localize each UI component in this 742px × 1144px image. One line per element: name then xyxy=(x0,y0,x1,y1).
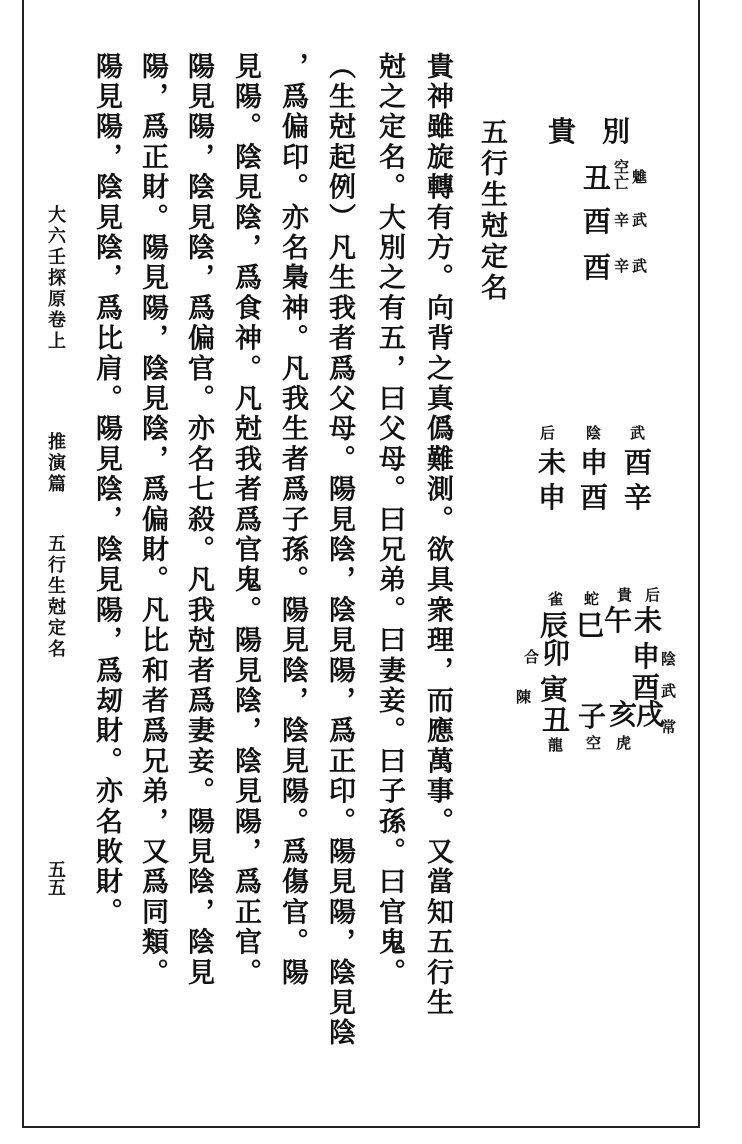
r-you: 酉 xyxy=(632,671,661,704)
l-chen: 陳 xyxy=(516,688,532,706)
b-chou: 丑 xyxy=(542,704,571,737)
k-mid1: 酉 xyxy=(624,446,653,479)
r-b2: 午 xyxy=(604,604,633,637)
s1-bot: 亡 xyxy=(614,174,630,192)
k-bot3: 申 xyxy=(538,481,567,514)
b-hai: 亥 xyxy=(609,698,638,731)
k-bot1: 辛 xyxy=(624,481,653,514)
page-number: 五五 xyxy=(45,860,66,896)
s1-main: 丑 xyxy=(583,162,612,195)
r-b3: 巳 xyxy=(576,609,605,642)
s2-main: 酉 xyxy=(583,205,612,238)
r-g2: 貴 xyxy=(617,586,633,604)
l-he: 合 xyxy=(524,648,540,666)
k-mid2: 申 xyxy=(580,446,609,479)
s3-main: 酉 xyxy=(583,251,612,284)
s1-top: 空 xyxy=(614,158,630,176)
s2-small: 辛 xyxy=(614,211,630,229)
g-kong: 空 xyxy=(586,734,602,752)
body-column-8: 陽見陽，陰見陰，爲比肩。陽見陰，陰見陽，爲刼財。亦名敗財。 xyxy=(91,52,122,928)
r-b1: 未 xyxy=(634,604,663,637)
r-chang: 常 xyxy=(661,718,677,736)
k-top3: 后 xyxy=(540,424,556,442)
g-long: 龍 xyxy=(548,736,564,754)
r-g1: 后 xyxy=(645,586,661,604)
b-zi: 子 xyxy=(578,700,607,733)
s1-far: 魋 xyxy=(632,168,648,186)
k-bot2: 酉 xyxy=(580,481,609,514)
footer-chapter: 五行生尅定名 xyxy=(45,534,66,660)
r-g4: 雀 xyxy=(548,590,564,608)
label-bie: 別 xyxy=(602,115,631,148)
r-xu: 戌 xyxy=(636,698,665,731)
r-b4: 辰 xyxy=(540,609,569,642)
s1-far2: 武 xyxy=(632,211,648,229)
body-column-5: 見陽。陰見陰，爲食神。凡尅我者爲官鬼。陽見陰，陰見陽，爲正官。 xyxy=(230,52,261,989)
s3-small: 辛 xyxy=(614,257,630,275)
k-top1: 武 xyxy=(630,424,646,442)
g-hu: 虎 xyxy=(616,734,632,752)
footer-book-title: 大六壬探原卷上 xyxy=(45,205,66,352)
l-yin: 寅 xyxy=(540,673,569,706)
r-shen: 申 xyxy=(632,640,661,673)
body-column-2: 尅之定名。大別之有五，曰父母。曰兄弟。曰妻妾。曰子孫。曰官鬼。 xyxy=(374,52,405,989)
s3-far: 武 xyxy=(632,257,648,275)
label-gui: 貴 xyxy=(548,115,577,148)
section-heading: 五行生尅定名 xyxy=(476,118,507,304)
k-mid3: 未 xyxy=(538,446,567,479)
footer-section: 推演篇 xyxy=(45,432,66,495)
body-column-1: 貴神雖旋轉有方。向背之真僞難測。欲具衆理，而應萬事。又當知五行生 xyxy=(422,52,453,1019)
l-mao: 卯 xyxy=(542,637,571,670)
body-column-4: ，爲偏印。亦名梟神。凡我生者爲子孫。陽見陰，陰見陽。爲傷官。陽 xyxy=(277,52,308,989)
r-wu: 武 xyxy=(661,682,677,700)
k-top2: 陰 xyxy=(586,424,602,442)
r-g3: 蛇 xyxy=(584,590,600,608)
body-column-3: （生尅起例）凡生我者爲父母。陽見陰，陰見陽，爲正印。陽見陽，陰見陰 xyxy=(324,52,355,1049)
body-column-6: 陽見陽，陰見陰，爲偏官。亦名七殺。凡我尅者爲妻妾。陽見陰，陰見 xyxy=(183,52,214,989)
r-yin: 陰 xyxy=(661,650,677,668)
body-column-7: 陽，爲正財。陽見陽，陰見陰，爲偏財。凡比和者爲兄弟，又爲同類。 xyxy=(137,52,168,989)
